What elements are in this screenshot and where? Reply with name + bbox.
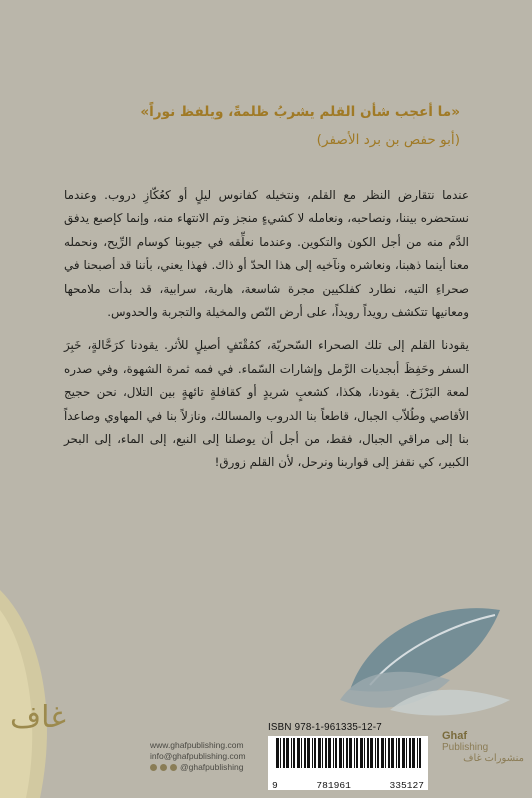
barcode-bar: [283, 738, 285, 768]
barcode-bar: [286, 738, 289, 768]
barcode-digits-group-2: 335127: [389, 780, 424, 791]
barcode-bar: [328, 738, 331, 768]
leaves-illustration: [330, 590, 520, 720]
contact-info: [150, 740, 246, 773]
blurb-paragraph-1: عندما نتقارض النظر مع القلم، ونتخيله كفانوس ليلٍ أو كعُكّازِ دروب. وعندما نستحضره بيننا، ونصاحبه، ونعامله لا كشيءٍ منجز وتم الانتهاء منه، وإنما كإصبع يدفق الدَّم منه من أجل الكون والتكوين. وعندما نعلِّقه في جيوبنا كوسام الرِّيح، ونحمله معنا أينما ذهبنا، ونعاشره ونآخيه إلى هذا الحدّ أو ذاك. فهذا يعني، بأننا قد أصبحنا في صحراءِ التيه، نطارد كفلكيين مجرة شاسعة، هاربة، سرابية، قد بدأت ملامحها ومعانيها تتكشف رويداً رويداً، على أرض النّص والمخيلة والتجربة والحدوس.: [64, 188, 469, 320]
barcode-bar: [370, 738, 373, 768]
publisher-sub: Publishing: [442, 742, 489, 753]
website-link[interactable]: www.ghafpublishing.com: [150, 740, 244, 750]
publisher-arabic: منشورات غاف: [463, 753, 524, 764]
facebook-icon: [170, 764, 177, 771]
blurb-paragraph-2: يقودنا القلم إلى تلك الصحراء السّحريّة، كمُقْتَفٍ أصيلٍ للأثر. يقودنا كرَحَّالةٍ، خَبِرَ السفر وحَفِظَ أبجديات الرَّمل وإشارات السّماء. في فمه ثمرة الشهوة، وفي صدره لمعة البَرْزَخ. يقودنا، هكذا، كشعبٍ شريدٍ أو كقافلةٍ تائهةٍ بين التلال، نحن حجيج الأقاصي وطُلاّب الجبال، قاطعاً بنا الدروب والمسالك، ونازلاً بنا في المهاوي وصاعداً بنا إلى مراقي الجبال، فقط، من أجل أن يوصلنا إلى النبع، إلى الماء، إلى البحر الكبير، كي نقفز إلى قواربنا ونرحل، لأن القلم زورق!: [64, 338, 469, 470]
barcode-bar: [307, 738, 310, 768]
barcode: [268, 736, 428, 790]
barcode-bar: [375, 738, 376, 768]
instagram-icon: [160, 764, 167, 771]
publisher-name: Ghaf: [442, 730, 468, 742]
barcode-digit-first: 9: [272, 780, 278, 791]
epigraph-text: «ما أعجب شأن القلم يشربُ ظلمةً، ويلفظ نوراً»: [140, 104, 460, 120]
publisher-logo: [442, 730, 524, 764]
barcode-bars: [268, 736, 428, 780]
isbn-block: [268, 722, 428, 790]
barcode-bar: [333, 738, 334, 768]
isbn-label: ISBN 978-1-961335-12-7: [268, 722, 382, 733]
barcode-bar: [293, 738, 295, 768]
barcode-bar: [388, 738, 390, 768]
barcode-bar: [297, 738, 300, 768]
barcode-bar: [346, 738, 348, 768]
barcode-digits: [268, 780, 428, 792]
barcode-bar: [280, 738, 281, 768]
social-row: [150, 762, 246, 773]
barcode-bar: [318, 738, 321, 768]
swoosh-decoration: [0, 590, 60, 798]
barcode-bar: [356, 738, 358, 768]
barcode-bar: [354, 738, 355, 768]
barcode-digits-group-1: 781961: [316, 780, 351, 791]
ghaf-vertical-logo: غاف: [10, 700, 66, 735]
barcode-bar: [367, 738, 369, 768]
barcode-bar: [301, 738, 302, 768]
barcode-bar: [339, 738, 342, 768]
barcode-bar: [335, 738, 337, 768]
barcode-bar: [402, 738, 405, 768]
epigraph: [40, 98, 460, 154]
barcode-bar: [391, 738, 394, 768]
barcode-bar: [396, 738, 397, 768]
barcode-bar: [343, 738, 344, 768]
barcode-bar: [364, 738, 365, 768]
barcode-bar: [325, 738, 327, 768]
barcode-bar: [398, 738, 400, 768]
barcode-bar: [312, 738, 313, 768]
epigraph-source: (أبو حفص بن برد الأصفر): [316, 132, 460, 148]
email-link[interactable]: info@ghafpublishing.com: [150, 751, 246, 761]
barcode-bar: [385, 738, 386, 768]
barcode-bar: [412, 738, 415, 768]
barcode-bar: [409, 738, 411, 768]
barcode-bar: [360, 738, 363, 768]
barcode-bar: [406, 738, 407, 768]
barcode-bar: [419, 738, 421, 768]
barcode-bar: [314, 738, 316, 768]
barcode-bar: [304, 738, 306, 768]
barcode-bar: [349, 738, 352, 768]
barcode-bar: [291, 738, 292, 768]
barcode-bar: [417, 738, 418, 768]
barcode-bar: [381, 738, 384, 768]
twitter-icon: [150, 764, 157, 771]
barcode-bar: [377, 738, 379, 768]
barcode-bar: [322, 738, 323, 768]
blurb: [64, 184, 469, 485]
barcode-bar: [276, 738, 279, 768]
social-handle[interactable]: @ghafpublishing: [180, 762, 244, 772]
